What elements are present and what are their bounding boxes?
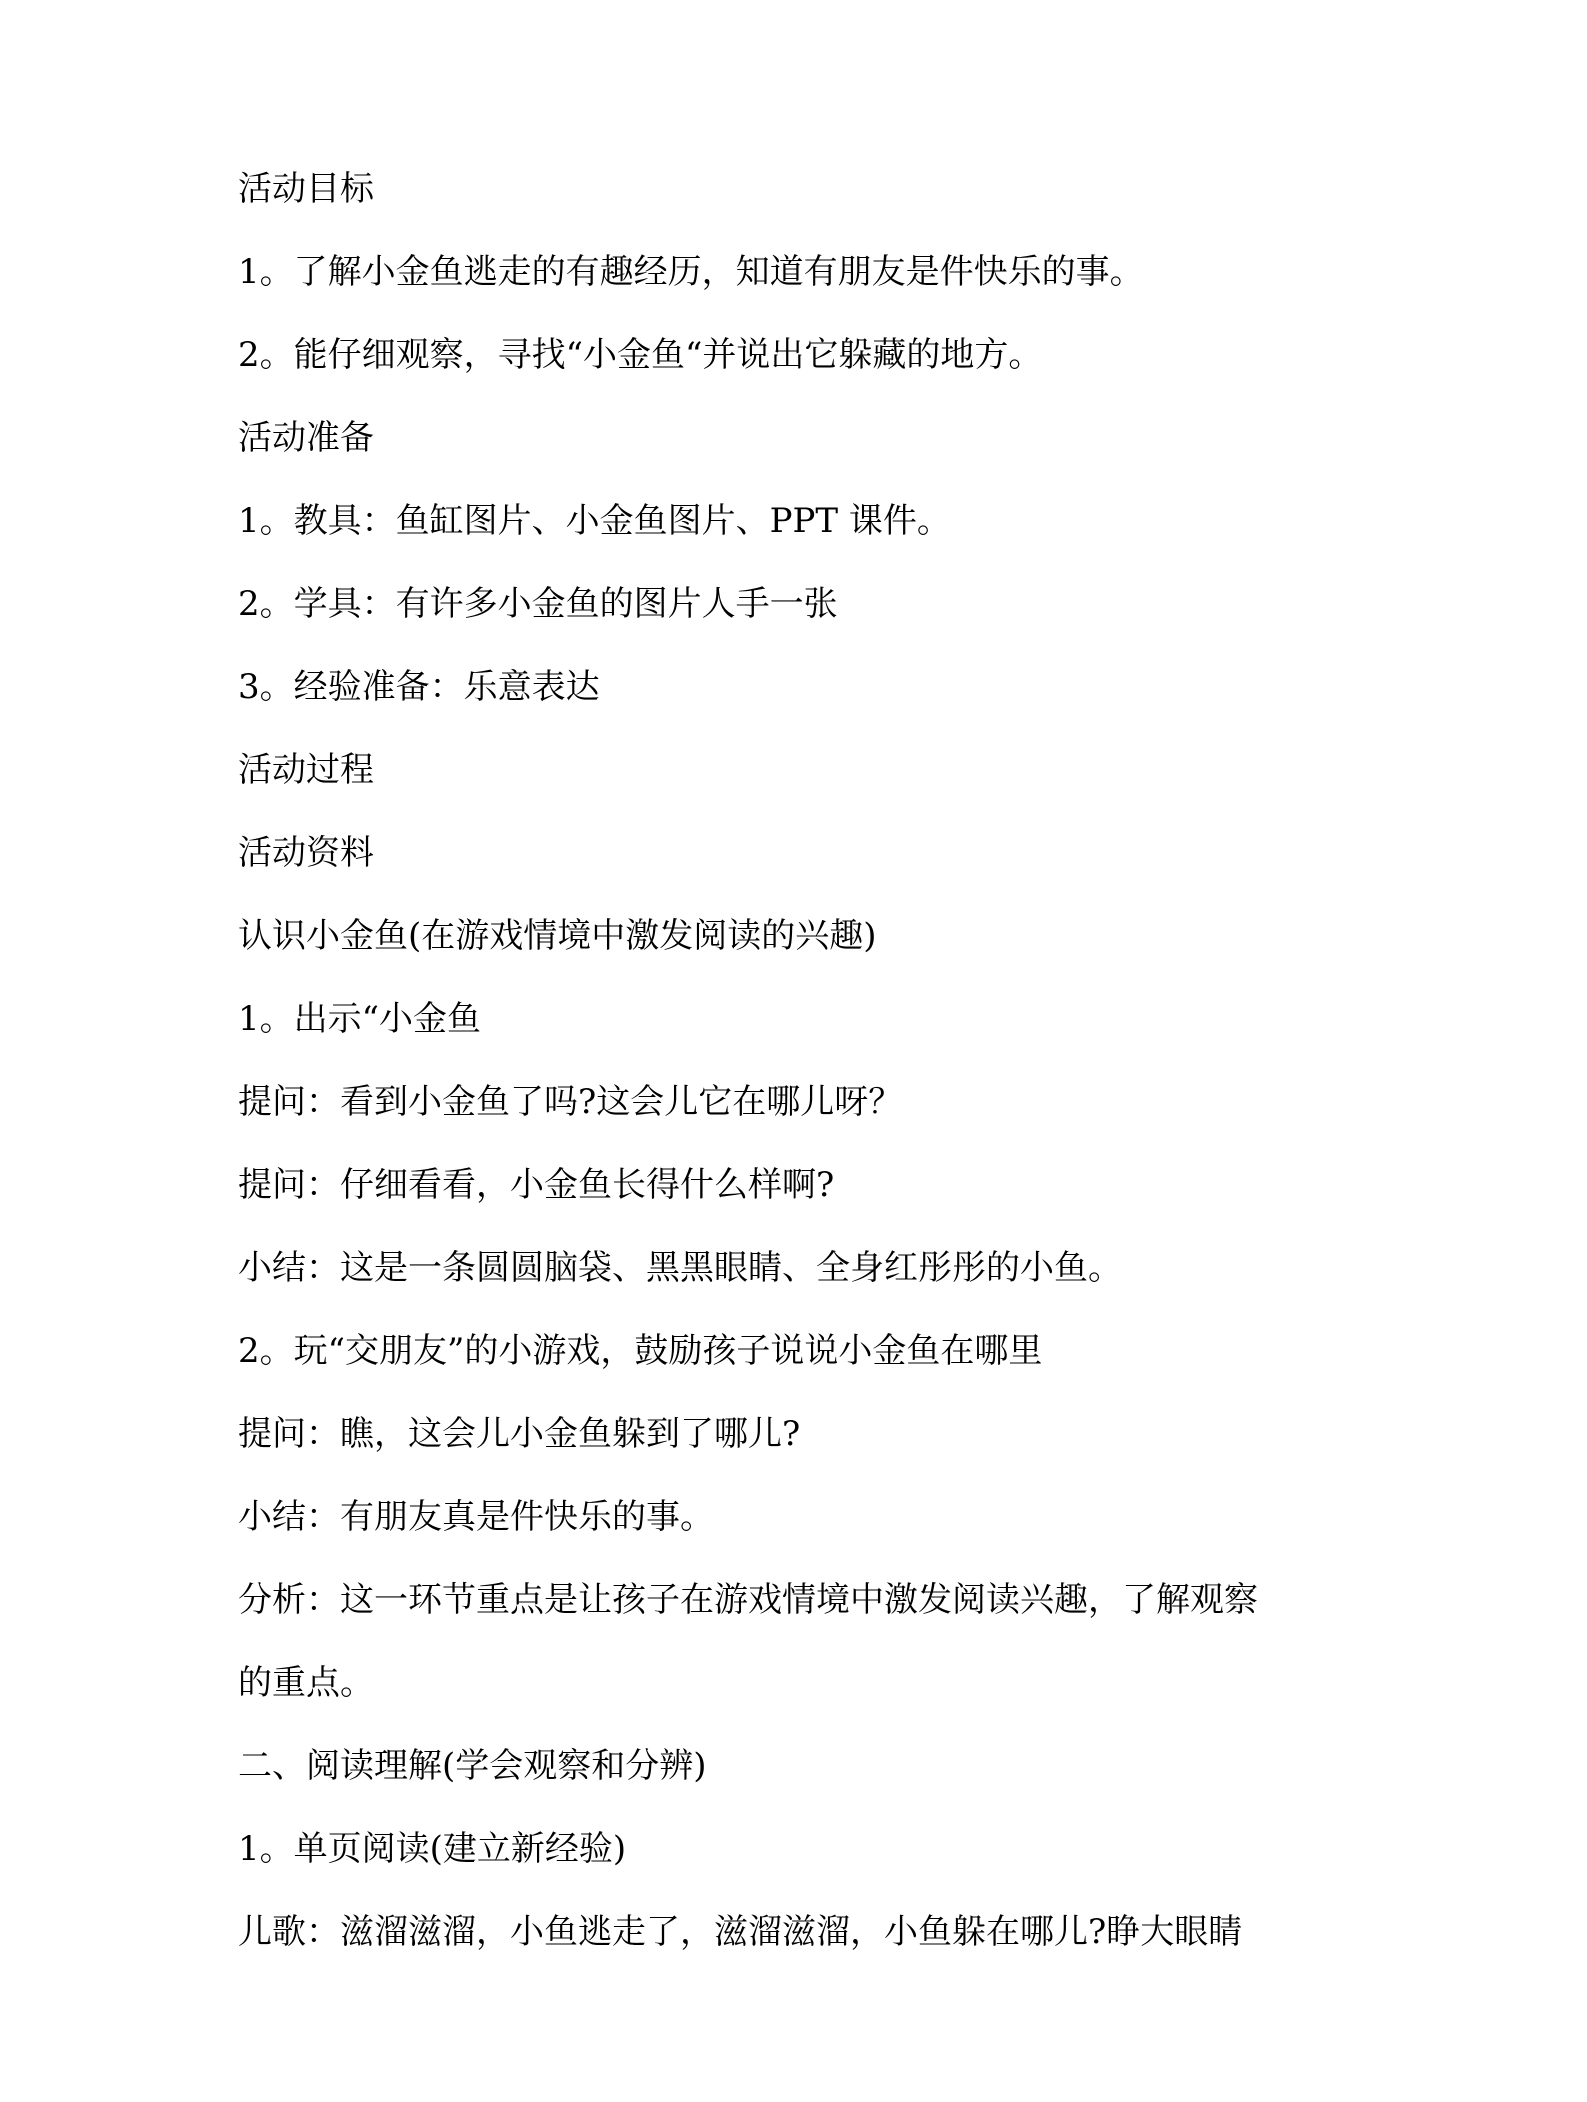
goal-item-1: 1。了解小金鱼逃走的有趣经历，知道有朋友是件快乐的事。 bbox=[238, 252, 1144, 292]
analysis-paragraph-line-2: 的重点。 bbox=[238, 1663, 374, 1703]
summary-fish-description: 小结：这是一条圆圆脑袋、黑黑眼睛、全身红彤彤的小鱼。 bbox=[238, 1248, 1122, 1288]
section-know-goldfish: 认识小金鱼(在游戏情境中激发阅读的兴趣) bbox=[238, 916, 877, 956]
step-single-page-reading: 1。单页阅读(建立新经验) bbox=[238, 1829, 627, 1869]
heading-activity-preparation: 活动准备 bbox=[238, 418, 374, 458]
nursery-rhyme: 儿歌：滋溜滋溜，小鱼逃走了，滋溜滋溜，小鱼躲在哪儿?睁大眼睛 bbox=[238, 1912, 1243, 1952]
heading-activity-process: 活动过程 bbox=[238, 750, 374, 790]
preparation-item-1: 1。教具：鱼缸图片、小金鱼图片、PPT 课件。 bbox=[238, 501, 951, 541]
question-what-fish-looks-like: 提问：仔细看看，小金鱼长得什么样啊? bbox=[238, 1165, 835, 1205]
heading-activity-goals: 活动目标 bbox=[238, 169, 374, 209]
section-reading-comprehension: 二、阅读理解(学会观察和分辨) bbox=[238, 1746, 707, 1786]
document-body bbox=[238, 148, 1358, 1974]
analysis-paragraph-line-1: 分析：这一环节重点是让孩子在游戏情境中激发阅读兴趣，了解观察 bbox=[238, 1580, 1258, 1620]
question-where-is-fish: 提问：看到小金鱼了吗?这会儿它在哪儿呀？ bbox=[238, 1082, 903, 1122]
preparation-item-2: 2。学具：有许多小金鱼的图片人手一张 bbox=[238, 584, 838, 624]
goal-item-2: 2。能仔细观察，寻找“小金鱼“并说出它躲藏的地方。 bbox=[238, 335, 1043, 375]
question-where-hidden: 提问：瞧，这会儿小金鱼躲到了哪儿? bbox=[238, 1414, 801, 1454]
heading-activity-materials: 活动资料 bbox=[238, 833, 374, 873]
step-show-goldfish: 1。出示“小金鱼 bbox=[238, 999, 482, 1039]
step-make-friends-game: 2。玩“交朋友”的小游戏，鼓励孩子说说小金鱼在哪里 bbox=[238, 1331, 1043, 1371]
preparation-item-3: 3。经验准备：乐意表达 bbox=[238, 667, 600, 707]
summary-friends-happy: 小结：有朋友真是件快乐的事。 bbox=[238, 1497, 714, 1537]
